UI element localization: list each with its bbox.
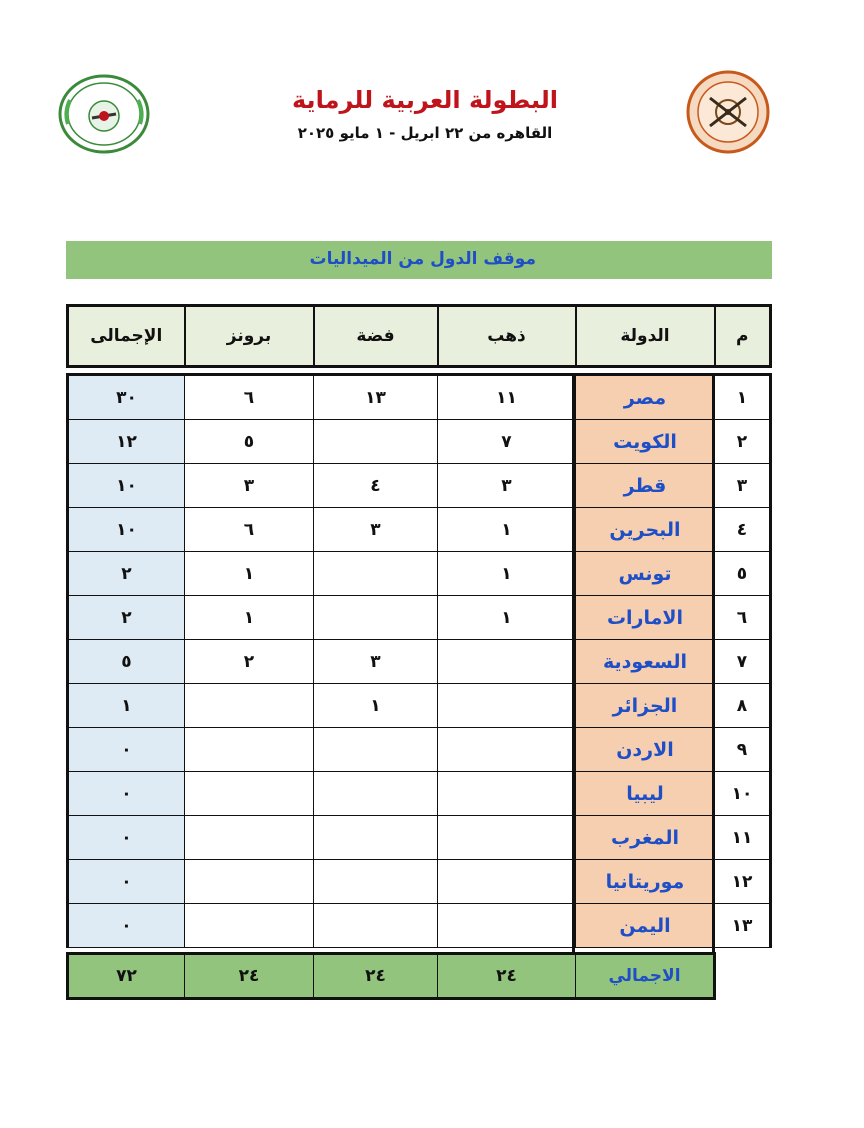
silver-cell: ٤ (314, 464, 438, 508)
bronze-cell (185, 904, 314, 948)
table-row (68, 375, 771, 420)
table-row (68, 728, 771, 772)
column-header-row (66, 304, 772, 368)
country-cell: الجزائر (576, 684, 715, 728)
silver-cell: ١٣ (314, 375, 438, 420)
rank-cell: ٢ (715, 420, 771, 464)
country-cell: اليمن (576, 904, 715, 948)
country-cell: البحرين (576, 508, 715, 552)
rank-cell: ١٠ (715, 772, 771, 816)
total-silver: ٢٤ (314, 954, 438, 999)
silver-cell (314, 420, 438, 464)
rank-cell: ١١ (715, 816, 771, 860)
bronze-cell: ٦ (185, 508, 314, 552)
gold-cell (438, 684, 576, 728)
table-row (68, 860, 771, 904)
silver-cell: ١ (314, 684, 438, 728)
total-cell: ١ (68, 684, 185, 728)
medal-table-body (68, 375, 771, 948)
rank-cell: ١٣ (715, 904, 771, 948)
total-cell: ٠ (68, 904, 185, 948)
table-row (68, 816, 771, 860)
total-cell: ٠ (68, 728, 185, 772)
total-cell: ١٢ (68, 420, 185, 464)
bronze-cell (185, 772, 314, 816)
total-cell: ٥ (68, 640, 185, 684)
country-cell: قطر (576, 464, 715, 508)
country-cell: الاردن (576, 728, 715, 772)
silver-cell (314, 728, 438, 772)
column-header-silver: فضة (314, 306, 438, 367)
bronze-cell (185, 728, 314, 772)
total-cell: ٠ (68, 860, 185, 904)
bronze-cell: ٣ (185, 464, 314, 508)
silver-cell: ٣ (314, 508, 438, 552)
table-row (68, 508, 771, 552)
rank-cell: ٦ (715, 596, 771, 640)
column-header-rank: م (715, 306, 771, 367)
total-cell: ١٠ (68, 464, 185, 508)
silver-cell (314, 860, 438, 904)
column-header-bronze: برونز (185, 306, 314, 367)
gold-cell (438, 860, 576, 904)
bronze-cell (185, 684, 314, 728)
total-cell: ٠ (68, 816, 185, 860)
gold-cell: ١ (438, 552, 576, 596)
total-cell: ٢ (68, 596, 185, 640)
gold-cell (438, 640, 576, 684)
column-header-total: الإجمالى (68, 306, 185, 367)
gold-cell: ١ (438, 508, 576, 552)
table-row (68, 464, 771, 508)
medal-standings-banner (66, 241, 772, 279)
gold-cell: ١ (438, 596, 576, 640)
gold-cell (438, 816, 576, 860)
table-row (68, 640, 771, 684)
gold-cell: ٣ (438, 464, 576, 508)
total-cell: ٠ (68, 772, 185, 816)
bronze-cell: ٥ (185, 420, 314, 464)
total-cell: ٢ (68, 552, 185, 596)
total-bronze: ٢٤ (185, 954, 314, 999)
gold-cell: ٧ (438, 420, 576, 464)
rank-cell: ٨ (715, 684, 771, 728)
table-row (68, 772, 771, 816)
bronze-cell: ١ (185, 552, 314, 596)
rank-cell: ٧ (715, 640, 771, 684)
column-header-gold: ذهب (438, 306, 576, 367)
country-cell: الكويت (576, 420, 715, 464)
table-row (68, 904, 771, 948)
silver-cell (314, 772, 438, 816)
gold-cell (438, 728, 576, 772)
country-cell: موريتانيا (576, 860, 715, 904)
silver-cell (314, 596, 438, 640)
rank-cell: ٥ (715, 552, 771, 596)
rank-cell: ٤ (715, 508, 771, 552)
bronze-cell (185, 860, 314, 904)
total-gold: ٢٤ (438, 954, 576, 999)
totals-label: الاجمالي (576, 954, 715, 999)
gold-cell: ١١ (438, 375, 576, 420)
table-row (68, 420, 771, 464)
grand-total: ٧٢ (68, 954, 185, 999)
rank-cell: ٩ (715, 728, 771, 772)
silver-cell (314, 904, 438, 948)
country-cell: الامارات (576, 596, 715, 640)
silver-cell (314, 816, 438, 860)
country-cell: المغرب (576, 816, 715, 860)
bronze-cell: ١ (185, 596, 314, 640)
bronze-cell (185, 816, 314, 860)
gold-cell (438, 772, 576, 816)
rank-cell: ٣ (715, 464, 771, 508)
page-title: البطولة العربية للرماية (292, 86, 558, 114)
total-cell: ٣٠ (68, 375, 185, 420)
bronze-cell: ٦ (185, 375, 314, 420)
event-dates: القاهره من ٢٢ ابريل - ١ مايو ٢٠٢٥ (297, 124, 553, 142)
country-cell: مصر (576, 375, 715, 420)
column-header-country: الدولة (576, 306, 715, 367)
rank-cell: ١ (715, 375, 771, 420)
rank-cell: ١٢ (715, 860, 771, 904)
country-cell: ليبيا (576, 772, 715, 816)
table-row (68, 552, 771, 596)
egyptian-shooting-federation-logo (680, 70, 776, 154)
gold-cell (438, 904, 576, 948)
table-row (68, 684, 771, 728)
silver-cell (314, 552, 438, 596)
medal-table (66, 373, 772, 948)
banner-title: موقف الدول من الميداليات (309, 249, 536, 269)
country-cell: تونس (576, 552, 715, 596)
country-cell: السعودية (576, 640, 715, 684)
silver-cell: ٣ (314, 640, 438, 684)
table-row (68, 596, 771, 640)
bronze-cell: ٢ (185, 640, 314, 684)
total-cell: ١٠ (68, 508, 185, 552)
totals-row (66, 952, 716, 1000)
arab-shooting-federation-logo (54, 72, 154, 156)
